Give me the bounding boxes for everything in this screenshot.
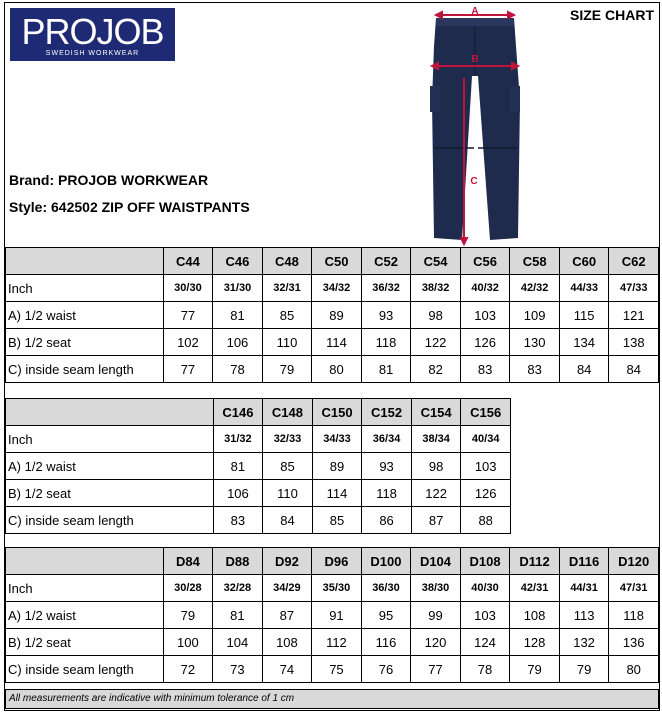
- table-cell: 40/32: [460, 275, 510, 302]
- table-cell: 81: [213, 302, 263, 329]
- table-cell: 93: [361, 302, 411, 329]
- size-header: C154: [411, 399, 461, 426]
- table-cell: 122: [411, 480, 461, 507]
- table-row: [6, 356, 659, 383]
- table-cell: 34/33: [312, 426, 362, 453]
- table-cell: 98: [411, 453, 461, 480]
- table-row: [6, 602, 659, 629]
- row-label: Inch: [6, 575, 164, 602]
- table-header-row: [6, 248, 659, 275]
- row-label: A) 1/2 waist: [6, 302, 164, 329]
- row-label: C) inside seam length: [6, 356, 164, 383]
- brand-label: Brand: PROJOB WORKWEAR: [9, 172, 209, 188]
- row-label: Inch: [6, 426, 214, 453]
- size-table-c-long: [5, 398, 511, 534]
- row-label: C) inside seam length: [6, 507, 214, 534]
- table-cell: 130: [510, 329, 560, 356]
- arrow-label-b: B: [471, 54, 479, 65]
- size-header: C46: [213, 248, 263, 275]
- projob-logo: [10, 8, 175, 61]
- table-cell: 114: [312, 329, 362, 356]
- size-header: C54: [411, 248, 461, 275]
- table-cell: 89: [312, 302, 362, 329]
- table-cell: 124: [460, 629, 510, 656]
- footnote: All measurements are indicative with minimum tolerance of 1 cm: [5, 689, 659, 709]
- table-cell: 113: [559, 602, 609, 629]
- table-corner: [6, 548, 164, 575]
- table-row: [6, 453, 511, 480]
- table-cell: 136: [609, 629, 659, 656]
- table-cell: 38/32: [411, 275, 461, 302]
- table-row: [6, 575, 659, 602]
- table-cell: 77: [163, 302, 213, 329]
- table-row: [6, 426, 511, 453]
- row-label: C) inside seam length: [6, 656, 164, 683]
- table-cell: 108: [262, 629, 312, 656]
- table-cell: 120: [411, 629, 461, 656]
- table-cell: 85: [312, 507, 362, 534]
- table-cell: 103: [460, 302, 510, 329]
- size-header: C156: [461, 399, 511, 426]
- size-header: D116: [559, 548, 609, 575]
- table-cell: 76: [361, 656, 411, 683]
- table-cell: 30/30: [163, 275, 213, 302]
- table-cell: 85: [262, 302, 312, 329]
- table-cell: 73: [213, 656, 263, 683]
- table-cell: 104: [213, 629, 263, 656]
- table-cell: 99: [411, 602, 461, 629]
- size-header: C152: [362, 399, 412, 426]
- table-cell: 47/31: [609, 575, 659, 602]
- size-header: D108: [460, 548, 510, 575]
- table-cell: 121: [609, 302, 659, 329]
- pants-illustration: [420, 6, 530, 246]
- table-row: [6, 656, 659, 683]
- size-header: C48: [262, 248, 312, 275]
- table-cell: 86: [362, 507, 412, 534]
- table-cell: 132: [559, 629, 609, 656]
- table-cell: 74: [262, 656, 312, 683]
- table-cell: 102: [163, 329, 213, 356]
- table-cell: 84: [559, 356, 609, 383]
- table-cell: 93: [362, 453, 412, 480]
- row-label: A) 1/2 waist: [6, 453, 214, 480]
- table-cell: 83: [213, 507, 263, 534]
- size-header: D120: [609, 548, 659, 575]
- table-cell: 134: [559, 329, 609, 356]
- table-cell: 91: [312, 602, 362, 629]
- table-cell: 79: [510, 656, 560, 683]
- table-cell: 106: [213, 329, 263, 356]
- table-cell: 106: [213, 480, 263, 507]
- table-cell: 35/30: [312, 575, 362, 602]
- size-header: C60: [559, 248, 609, 275]
- table-row: [6, 302, 659, 329]
- table-cell: 30/28: [163, 575, 213, 602]
- table-cell: 77: [163, 356, 213, 383]
- table-cell: 83: [510, 356, 560, 383]
- table-cell: 89: [312, 453, 362, 480]
- size-header: C62: [609, 248, 659, 275]
- table-cell: 110: [263, 480, 313, 507]
- table-cell: 38/30: [411, 575, 461, 602]
- size-header: D100: [361, 548, 411, 575]
- table-cell: 80: [609, 656, 659, 683]
- table-cell: 78: [460, 656, 510, 683]
- table-cell: 103: [461, 453, 511, 480]
- table-cell: 44/31: [559, 575, 609, 602]
- table-cell: 118: [609, 602, 659, 629]
- table-cell: 79: [559, 656, 609, 683]
- table-cell: 84: [263, 507, 313, 534]
- size-header: D84: [163, 548, 213, 575]
- table-cell: 81: [213, 453, 263, 480]
- arrow-label-c: C: [470, 176, 478, 187]
- table-cell: 108: [510, 602, 560, 629]
- table-row: [6, 275, 659, 302]
- table-header-row: [6, 548, 659, 575]
- table-cell: 109: [510, 302, 560, 329]
- table-cell: 72: [163, 656, 213, 683]
- table-cell: 128: [510, 629, 560, 656]
- table-cell: 126: [461, 480, 511, 507]
- size-header: D112: [510, 548, 560, 575]
- table-cell: 79: [163, 602, 213, 629]
- page-title: SIZE CHART: [570, 7, 654, 23]
- table-cell: 88: [461, 507, 511, 534]
- table-cell: 138: [609, 329, 659, 356]
- size-header: C52: [361, 248, 411, 275]
- row-label: B) 1/2 seat: [6, 329, 164, 356]
- table-cell: 115: [559, 302, 609, 329]
- logo-tagline: SWEDISH WORKWEAR: [45, 50, 140, 57]
- logo-wordmark: PROJOB: [21, 11, 164, 52]
- size-header: D88: [213, 548, 263, 575]
- size-table-d-short: [5, 547, 659, 683]
- table-cell: 36/30: [361, 575, 411, 602]
- table-cell: 87: [262, 602, 312, 629]
- table-cell: 40/34: [461, 426, 511, 453]
- table-corner: [6, 248, 164, 275]
- size-header: D104: [411, 548, 461, 575]
- size-header: C58: [510, 248, 560, 275]
- table-row: [6, 629, 659, 656]
- table-cell: 31/32: [213, 426, 263, 453]
- size-header: C150: [312, 399, 362, 426]
- table-cell: 36/34: [362, 426, 412, 453]
- table-cell: 75: [312, 656, 362, 683]
- table-cell: 32/31: [262, 275, 312, 302]
- table-cell: 34/29: [262, 575, 312, 602]
- table-cell: 44/33: [559, 275, 609, 302]
- table-cell: 81: [213, 602, 263, 629]
- size-header: C148: [263, 399, 313, 426]
- table-cell: 31/30: [213, 275, 263, 302]
- table-cell: 118: [361, 329, 411, 356]
- table-cell: 80: [312, 356, 362, 383]
- size-header: D96: [312, 548, 362, 575]
- size-header: D92: [262, 548, 312, 575]
- row-label: Inch: [6, 275, 164, 302]
- table-cell: 116: [361, 629, 411, 656]
- table-cell: 126: [460, 329, 510, 356]
- table-cell: 40/30: [460, 575, 510, 602]
- table-cell: 122: [411, 329, 461, 356]
- style-label: Style: 642502 ZIP OFF WAISTPANTS: [9, 199, 250, 215]
- size-header: C56: [460, 248, 510, 275]
- table-cell: 81: [361, 356, 411, 383]
- table-cell: 32/33: [263, 426, 313, 453]
- row-label: B) 1/2 seat: [6, 629, 164, 656]
- table-cell: 85: [263, 453, 313, 480]
- size-header: C44: [163, 248, 213, 275]
- table-row: [6, 480, 511, 507]
- table-cell: 103: [460, 602, 510, 629]
- table-cell: 112: [312, 629, 362, 656]
- size-header: C50: [312, 248, 362, 275]
- table-row: [6, 507, 511, 534]
- table-cell: 100: [163, 629, 213, 656]
- table-cell: 98: [411, 302, 461, 329]
- table-corner: [6, 399, 214, 426]
- row-label: A) 1/2 waist: [6, 602, 164, 629]
- table-cell: 47/33: [609, 275, 659, 302]
- table-cell: 95: [361, 602, 411, 629]
- table-cell: 78: [213, 356, 263, 383]
- table-row: [6, 329, 659, 356]
- table-cell: 110: [262, 329, 312, 356]
- table-cell: 87: [411, 507, 461, 534]
- table-cell: 82: [411, 356, 461, 383]
- table-header-row: [6, 399, 511, 426]
- size-table-c-regular: [5, 247, 659, 383]
- table-cell: 42/32: [510, 275, 560, 302]
- table-cell: 118: [362, 480, 412, 507]
- size-header: C146: [213, 399, 263, 426]
- table-cell: 83: [460, 356, 510, 383]
- table-cell: 79: [262, 356, 312, 383]
- table-cell: 34/32: [312, 275, 362, 302]
- table-cell: 36/32: [361, 275, 411, 302]
- table-cell: 84: [609, 356, 659, 383]
- table-cell: 42/31: [510, 575, 560, 602]
- table-cell: 38/34: [411, 426, 461, 453]
- table-cell: 114: [312, 480, 362, 507]
- row-label: B) 1/2 seat: [6, 480, 214, 507]
- table-cell: 32/28: [213, 575, 263, 602]
- table-cell: 77: [411, 656, 461, 683]
- arrow-label-a: A: [471, 6, 479, 17]
- pants-shape: [430, 18, 520, 240]
